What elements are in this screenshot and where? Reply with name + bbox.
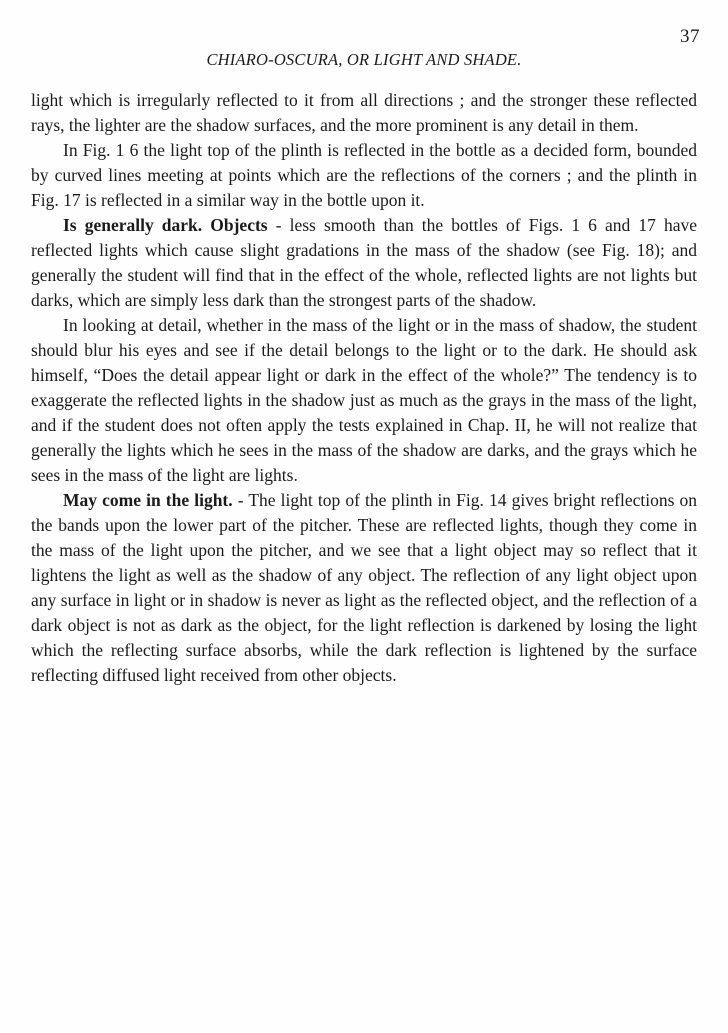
paragraph	[31, 88, 697, 138]
paragraph-text: In Fig. 1 6 the light top of the plinth is reflected in the bottle as a decided form, bounded by curved lines meeting at points which are the reflections of the corners ; and the plinth in Fig. 17 is reflected in a similar way in the bottle upon it.	[31, 140, 697, 210]
paragraph	[31, 213, 697, 313]
paragraph	[31, 313, 697, 488]
paragraph	[31, 488, 697, 688]
paragraph-lead: Is generally dark. Objects	[63, 215, 268, 235]
paragraph-text: In looking at detail, whether in the mass of the light or in the mass of shadow, the student should blur his eyes and see if the detail belongs to the light or to the dark. He should ask himself, “Does the detail appear light or dark in the effect of the whole?” The tendency is to exaggerate the reflected lights in the shadow just as much as the grays in the mass of the light, and if the student does not often apply the tests explained in Chap. II, he will not realize that generally the lights which he sees in the mass of the shadow are darks, and the grays which he sees in the mass of the light are lights.	[31, 315, 697, 485]
paragraph-lead: May come in the light.	[63, 490, 233, 510]
running-head: CHIARO-OSCURA, OR LIGHT AND SHADE.	[206, 50, 522, 69]
paragraph-text: light which is irregularly reflected to it from all directions ; and the stronger these reflected rays, the lighter are the shadow surfaces, and the more prominent is any detail in them.	[31, 90, 697, 135]
page-header	[0, 0, 728, 88]
paragraph-text: - less smooth than the bottles of Figs. 1 6 and 17 have reflected lights which cause slight gradations in the mass of the shadow (see Fig. 18); and generally the student will find that in the effect of the whole, reflected lights are not lights but darks, which are simply less dark than the strongest parts of the shadow.	[31, 215, 697, 310]
page-number: 37	[680, 26, 700, 47]
paragraph	[31, 138, 697, 213]
paragraph-text: - The light top of the plinth in Fig. 14 gives bright reflections on the bands upon the lower part of the pitcher. These are reflected lights, though they come in the mass of the light upon the pitcher, and we see that a light object may so reflect that it lightens the light as well as the shadow of any object. The reflection of any light object upon any surface in light or in shadow is never as light as the reflected object, and the reflection of a dark object is not as dark as the object, for the light reflection is darkened by losing the light which the reflecting surface absorbs, while the dark reflection is lightened by the surface reflecting diffused light received from other objects.	[31, 490, 697, 685]
body-text	[0, 88, 728, 688]
